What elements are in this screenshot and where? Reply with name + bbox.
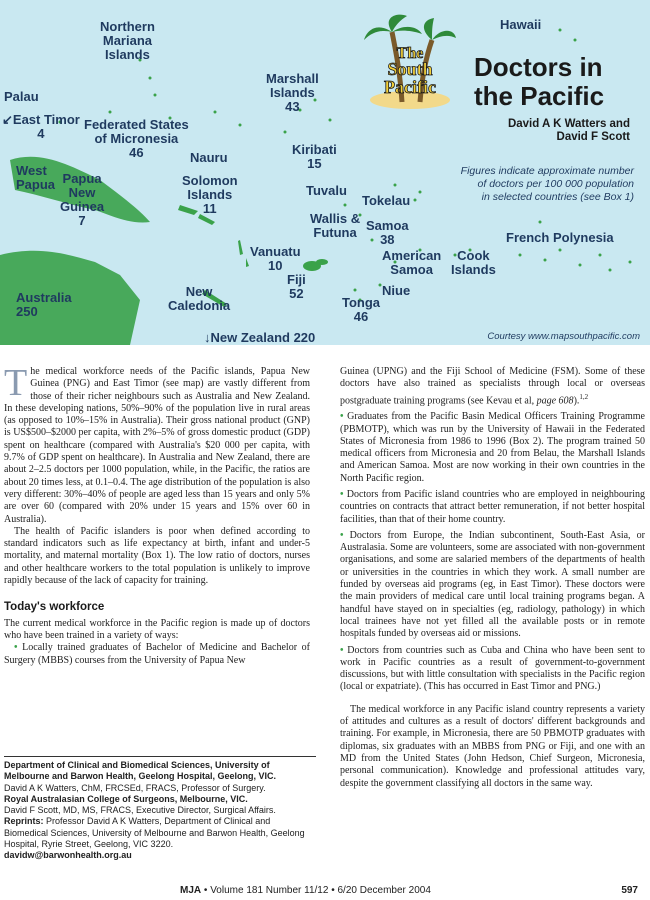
bullet-icon: • bbox=[340, 411, 344, 423]
label-east-timor: ↙East Timor 4 bbox=[2, 112, 80, 141]
drop-cap: T bbox=[4, 362, 28, 404]
section-heading-workforce: Today's workforce bbox=[4, 601, 105, 614]
affiliation-2: Royal Australasian College of Surgeons, Melbourne, VIC. bbox=[4, 793, 248, 804]
map-caption: Figures indicate approximate number of doctors per 100 000 population in selected countries (see Box 1) bbox=[460, 165, 634, 203]
label-niue: Niue bbox=[382, 283, 411, 298]
label-kiribati: Kiribati 15 bbox=[292, 142, 337, 171]
label-french-polynesia: French Polynesia bbox=[506, 230, 614, 245]
label-png: Papua New Guinea 7 bbox=[60, 171, 105, 228]
logo-text-south: South bbox=[387, 59, 433, 79]
article-authors: David A K Watters and David F Scott bbox=[507, 118, 630, 143]
footer-separator: • bbox=[328, 885, 338, 896]
bullet-pbmotp bbox=[340, 411, 645, 485]
author-affiliations bbox=[4, 756, 316, 862]
author-email[interactable]: davidw@barwonhealth.org.au bbox=[4, 850, 132, 861]
bullet-local-graduates-text: Locally trained graduates of Bachelor of Medicine and Bachelor of Surgery (MBBS) courses from the University of Papua New bbox=[4, 642, 310, 666]
page-number: 597 bbox=[621, 885, 638, 896]
logo-text-the: The bbox=[396, 45, 424, 62]
label-wallis: Wallis & Futuna bbox=[310, 211, 361, 240]
label-hawaii: Hawaii bbox=[500, 17, 542, 32]
article-title: Doctors in the Pacific bbox=[474, 52, 605, 111]
label-northern-mariana: Northern Mariana Islands bbox=[100, 19, 155, 62]
intro-paragraph bbox=[4, 362, 310, 526]
label-tonga: Tonga 46 bbox=[342, 295, 381, 324]
paragraph-continued bbox=[340, 366, 645, 407]
bullet-icon: • bbox=[340, 529, 344, 541]
label-palau: Palau bbox=[4, 89, 39, 104]
bullet-cuba-china-text: Doctors from countries such as Cuba and China who have been sent to work in Pacific countries as a result of government-to-government discussions, but with little consultation with specialists in the Pacific region (local or expatriate). (This has occurred in East Timor and PNG.) bbox=[340, 644, 646, 693]
author-1: David A K Watters, ChM, FRCSEd, FRACS, Professor of Surgery. bbox=[4, 782, 266, 793]
bullet-overseas-text: Doctors from Europe, the Indian subcontinent, South-East Asia, or Australasia. Some are volunteers, some are associated with non-government organisations, and some are salaried members of the departments of health or universities in the countries in which they work. A small number are funded by overseas aid programs (eg, in East Timor). These doctors were the main providers of medical care until local training programs began. A handful have stayed on in specialties (eg, radiology, pathology) in which local trainees have not yet filled all the available posts or in remote hospitals funded by overseas aid or missions. bbox=[340, 529, 646, 640]
intro-text: he medical workforce needs of the Pacific islands, Papua New Guinea (PNG) and East Timor (see map) are vastly different from those of their richer neighbours such as Australia and New Zealand. In these developing nations, 50%–90% of the population live in rural areas (as opposed to 10%–15% in Australia). Their gross national product (GNP) is US$500–$2000 per capita, with 2%–5% of gross domestic product (GDP) spent on healthcare (compared with Australia's $20 000 per capita, with 9.7% of GDP spent on healthcare). In Australia and New Zealand, there are about 2–2.5 doctors per 1000 population, while, in the Pacific, the ratios are about 20 times less, at 0.1–0.4. The age distribution of the population is also very different: 30%–40% of people are aged less than 15 years and only 5% are over 60 (compared with 20% under 15 years and 15% over 60 in Australia). bbox=[4, 366, 310, 525]
label-solomon: Solomon Islands 11 bbox=[182, 173, 238, 216]
reprints-label: Reprints: bbox=[4, 816, 44, 827]
bullet-local-graduates bbox=[4, 642, 310, 667]
bullet-neighbouring-text: Doctors from Pacific island countries who are employed in neighbouring countries on contracts that attract better remuneration, if not better hospital facilities, than that of their home country. bbox=[340, 489, 646, 525]
bullet-overseas bbox=[340, 530, 645, 641]
label-west-papua: West Papua bbox=[16, 163, 56, 192]
left-column bbox=[4, 362, 310, 667]
label-samoa: Samoa 38 bbox=[366, 218, 409, 247]
label-cook: Cook Islands bbox=[451, 248, 496, 277]
author-2: David F Scott, MD, MS, FRACS, Executive Director, Surgical Affairs. bbox=[4, 805, 276, 816]
label-new-caledonia: New Caledonia bbox=[168, 284, 231, 313]
footer-separator: • bbox=[201, 885, 211, 896]
continued-text: Guinea (UPNG) and the Fiji School of Medicine (FSM). Some of these doctors have also trained as specialists through local or overseas postgraduate training programs (see Kevau et al, bbox=[340, 366, 645, 406]
bullet-neighbouring bbox=[340, 489, 645, 526]
map-courtesy: Courtesy www.mapsouthpacific.com bbox=[487, 331, 640, 342]
journal-name: MJA bbox=[180, 885, 202, 896]
reprints-text: Professor David A K Watters, Department of Clinical and Biomedical Sciences, University of Melbourne and Barwon Health, Geelong Hospital, Ryrie Street, Geelong, VIC 3220. bbox=[4, 816, 305, 850]
bullet-cuba-china bbox=[340, 645, 645, 694]
citation-refs: 1,2 bbox=[579, 392, 589, 401]
journal-date: 6/20 December 2004 bbox=[337, 885, 431, 896]
paragraph-final: The medical workforce in any Pacific island country represents a variety of attitudes and cultures as a result of doctors' different backgrounds and training. For example, in Micronesia, there are 50 PBMOTP graduates with diplomas, six graduates with an MBBS from PNG or Fiji, and one with an MD from the United States (John Hedson, Chief Surgeon, Micronesia, personal communication). Knowledge and professional attitudes vary, despite the government classifying all doctors in the same way. bbox=[340, 703, 645, 789]
label-fiji: Fiji 52 bbox=[287, 272, 306, 301]
label-australia: Australia 250 bbox=[16, 290, 72, 319]
reprints bbox=[4, 816, 316, 850]
label-tokelau: Tokelau bbox=[362, 193, 411, 208]
affiliation-1: Department of Clinical and Biomedical Sciences, University of Melbourne and Barwon Health, Geelong Hospital, Geelong, VIC. bbox=[4, 760, 277, 782]
label-marshall: Marshall Islands 43 bbox=[266, 71, 319, 114]
label-nauru: Nauru bbox=[190, 150, 228, 165]
south-pacific-logo bbox=[362, 12, 458, 112]
label-fsm: Federated States of Micronesia 46 bbox=[84, 117, 189, 160]
pacific-map bbox=[0, 0, 650, 345]
logo-text-pacific: Pacific bbox=[384, 77, 436, 97]
paragraph-workforce: The current medical workforce in the Pacific region is made up of doctors who have been trained in a variety of ways: bbox=[4, 617, 310, 641]
right-column bbox=[340, 366, 645, 790]
bullet-pbmotp-text: Graduates from the Pacific Basin Medical Officers Training Programme (PBMOTP), which was run by the University of Hawaii in the Federated States of Micronesia from 1986 to 1996 (Box 2). The program trained 50 medical officers from Micronesia and 20 from Belau, the Marshall Islands and American Samoa. Most are now working in their own countries in the North Pacific region. bbox=[340, 411, 645, 484]
paragraph-health: The health of Pacific islanders is poor when defined according to standard indicators such as life expectancy at birth, infant and under-5 mortality, and maternal mortality (Box 1). The low ratio of doctors, nurses and other healthcare workers to the total population is unlikely to improve rapidly because of the lack of capacity for training. bbox=[4, 525, 310, 587]
label-tuvalu: Tuvalu bbox=[306, 183, 347, 198]
footer-citation bbox=[180, 885, 431, 896]
label-vanuatu: Vanuatu 10 bbox=[250, 244, 301, 273]
label-american-samoa: American Samoa bbox=[382, 248, 442, 277]
journal-volume: Volume 181 Number 11/12 bbox=[210, 885, 329, 896]
bullet-icon: • bbox=[340, 489, 344, 500]
label-new-zealand: ↓New Zealand 220 bbox=[204, 330, 316, 345]
continued-end: ). bbox=[573, 394, 580, 406]
page-reference: page 608 bbox=[536, 394, 574, 406]
bullet-icon: • bbox=[14, 642, 18, 654]
bullet-icon: • bbox=[340, 644, 344, 656]
